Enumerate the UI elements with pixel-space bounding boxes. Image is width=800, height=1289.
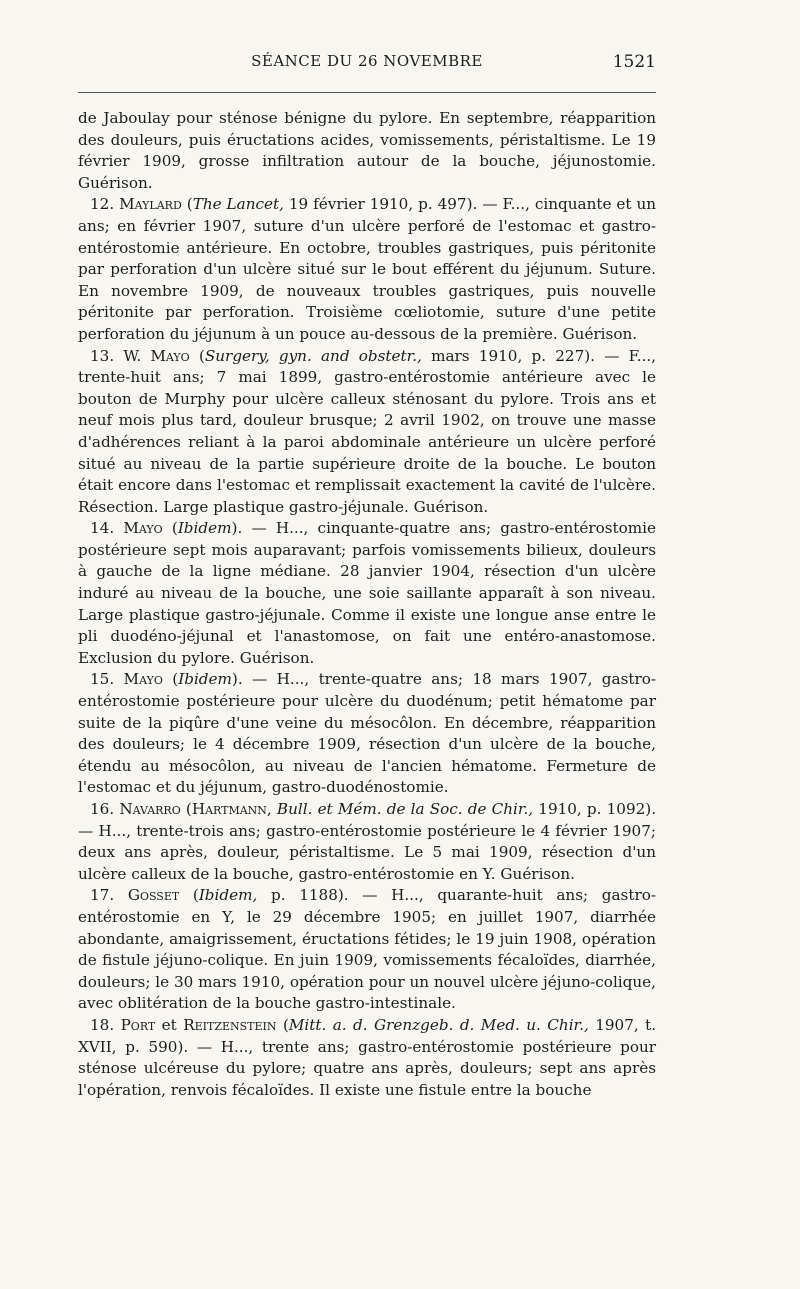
case-author: Mayo <box>123 670 163 689</box>
case-source: Surgery, gyn. and obstetr., <box>204 346 422 365</box>
case-conjunction: et <box>161 1015 177 1034</box>
case-entry-16 <box>78 799 656 885</box>
case-source: Mitt. a. d. Grenzgeb. d. Med. u. Chir., <box>288 1015 589 1034</box>
source-open: ( <box>172 670 179 689</box>
case-entry-14 <box>78 518 656 669</box>
case-source: Bull. et Mém. de la Soc. de Chir., <box>276 800 534 818</box>
case-author: Gosset <box>127 886 180 905</box>
case-author: Mayo <box>150 346 190 365</box>
case-number: 18. <box>90 1015 115 1034</box>
case-number: 12. <box>90 195 115 214</box>
source-open: ( <box>192 886 199 905</box>
case-source: Ibidem <box>178 670 232 689</box>
source-open: ( <box>186 195 193 214</box>
case-source: The Lancet, <box>192 195 284 214</box>
case-number: 16. <box>90 800 115 818</box>
case-number: 15. <box>90 670 115 689</box>
case-source: Ibidem, <box>198 886 258 905</box>
case-author: Navarro <box>119 800 181 818</box>
case-number: 13. <box>90 346 115 365</box>
header-rule <box>78 92 656 93</box>
source-open: ( <box>282 1015 289 1034</box>
source-open: ( <box>198 346 205 365</box>
paragraph-continued: de Jaboulay pour sténose bénigne du pylore. En septembre, réapparition des douleurs, puis éructations acides, vomissements, péristaltisme. Le 19 février 1909, grosse infiltration autour de la bouche, jéjunostomie. Guérison. <box>78 109 656 192</box>
case-entry-13 <box>78 346 656 519</box>
case-author-2: Reitzenstein <box>183 1015 277 1034</box>
case-number: 14. <box>90 519 115 538</box>
case-ref: ). <box>231 519 243 538</box>
page-number: 1521 <box>612 52 656 72</box>
case-text: — F..., trente-huit ans; 7 mai 1899, gastro-entérostomie antérieure avec le bouton de Murphy pour ulcère calleux sténosant du pylore. Trois ans et neuf mois plus tard, douleur brusque; 2 avril 1902, on trouve une masse d'adhérences reliant à la paroi abdominale antérieure un ulcère perforé situé au niveau de la partie supérieure droite de la bouche. Le bouton était encore dans l'estomac et remplissait exactement la cavité de l'ulcère. Résection. Large plastique gastro-jéjunale. Guérison. <box>78 346 657 516</box>
case-text: — H..., quarante-huit ans; gastro-entérostomie en Y, le 29 décembre 1905; en juillet 1907, diarrhée abondante, amaigrissement, éructations fétides; le 19 juin 1908, opération de fistule jéjuno-colique. En juin 1909, vomissements fécaloïdes, diarrhée, douleurs; le 30 mars 1910, opération pour un nouvel ulcère jéjuno-colique, avec oblitération de la bouche gastro-intestinale. <box>78 886 656 1013</box>
case-author: Port <box>120 1015 156 1034</box>
case-author: Maylard <box>119 195 182 214</box>
case-text: — H..., trente-trois ans; gastro-entérostomie postérieure le 4 février 1907; deux ans après, douleur, péristaltisme. Le 5 mai 1909, résection d'un ulcère calleux de la bouche, gastro-entérostomie en Y. Guérison. <box>78 821 656 883</box>
case-source: Ibidem <box>177 519 232 538</box>
case-text: — H..., trente-quatre ans; 18 mars 1907, gastro-entérostomie postérieure pour ulcère du duodénum; petit hématome par suite de la piqûre d'une veine du mésocôlon. En décembre, réapparition des douleurs; le 4 décembre 1909, résection d'un ulcère de la bouche, étendu au mésocôlon, au niveau de l'ancien hématome. Fermeture de l'estomac et du jéjunum, gastro-duodénostomie. <box>78 670 657 797</box>
case-ref: ). <box>231 670 243 689</box>
page-body <box>78 108 656 1101</box>
page-header <box>78 52 656 76</box>
case-author-prefix: W. <box>123 346 142 365</box>
case-ref: mars 1910, p. 227). <box>431 346 595 365</box>
source-open: ( <box>171 519 178 538</box>
case-ref: 19 février 1910, p. 497). <box>288 195 478 214</box>
case-ref: p. 1188). <box>271 886 349 905</box>
case-entry-18 <box>78 1015 656 1101</box>
case-ref: 1910, p. 1092). <box>538 800 657 818</box>
case-ref: 1907, t. XVII, p. 590). <box>78 1015 657 1056</box>
case-text: — H..., trente ans; gastro-entérostomie postérieure pour sténose ulcéreuse du pylore; quatre ans après, douleurs; sept ans après l'opération, renvois fécaloïdes. Il existe une fistule entre la bouche <box>78 1037 657 1099</box>
case-author-2: (Hartmann, <box>185 800 272 818</box>
case-text: — F..., cinquante et un ans; en février 1907, suture d'un ulcère perforé de l'estomac et gastro-entérostomie antérieure. En octobre, troubles gastriques, puis péritonite par perforation d'un ulcère situé sur le bout efférent du jéjunum. Suture. En novembre 1909, de nouveaux troubles gastriques, puis nouvelle péritonite par perforation. Troisième cœliotomie, suture d'une petite perforation du jéjunum à un pouce au-dessous de la première. Guérison. <box>78 195 657 343</box>
case-author: Mayo <box>123 519 163 538</box>
case-entry-15 <box>78 669 656 799</box>
case-number: 17. <box>90 886 115 905</box>
case-text: — H..., cinquante-quatre ans; gastro-entérostomie postérieure sept mois auparavant; parfois vomissements bilieux, douleurs à gauche de la ligne médiane. 28 janvier 1904, résection d'un ulcère induré au niveau de la bouche, une soie saillante apparaît à son niveau. Large plastique gastro-jéjunale. Comme il existe une longue anse entre le pli duodéno-jéjunal et l'anastomose, on fait une entéro-anastomose. Exclusion du pylore. Guérison. <box>78 519 657 667</box>
case-entry-17 <box>78 885 656 1015</box>
case-entry-12 <box>78 194 656 345</box>
running-head: SÉANCE DU 26 NOVEMBRE <box>251 52 483 70</box>
